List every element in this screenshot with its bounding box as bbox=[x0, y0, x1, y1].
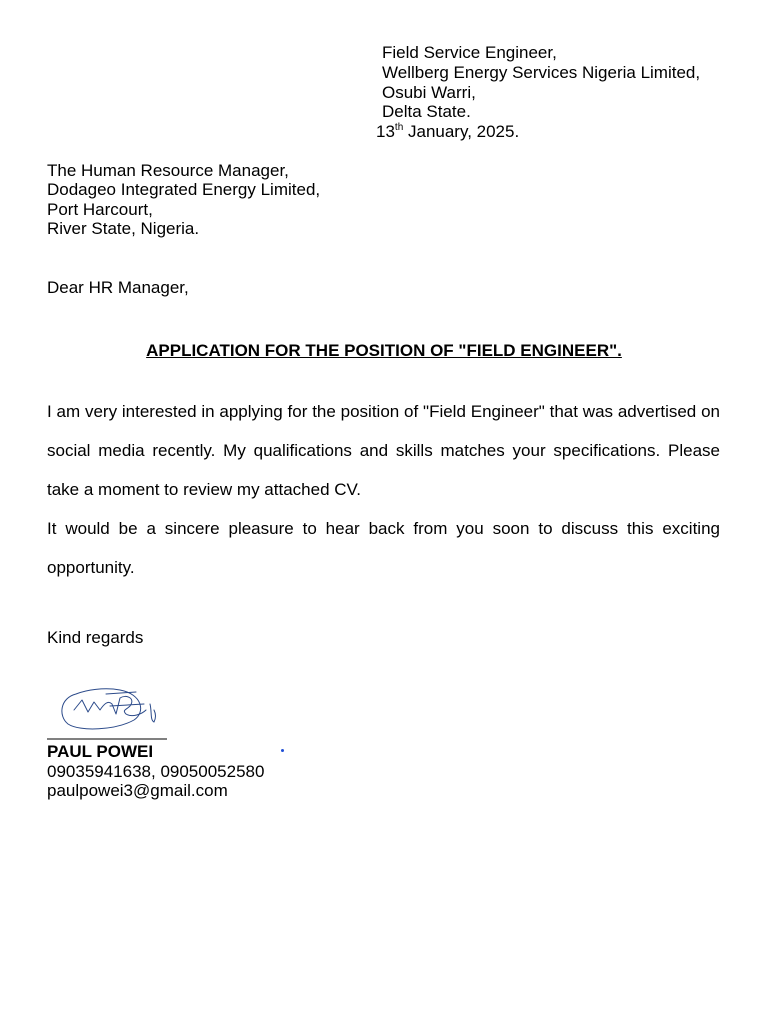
body-paragraph-2: It would be a sincere pleasure to hear back from you soon to discuss this exciting opportunity. bbox=[47, 519, 720, 577]
sender-title: Field Service Engineer, bbox=[382, 43, 557, 62]
recipient-line-3: Port Harcourt, bbox=[47, 200, 153, 219]
closing: Kind regards bbox=[47, 628, 144, 647]
signatory-email: paulpowei3@gmail.com bbox=[47, 781, 228, 800]
sender-company: Wellberg Energy Services Nigeria Limited, bbox=[382, 63, 701, 82]
signature-tail bbox=[150, 704, 156, 722]
recipient-line-4: River State, Nigeria. bbox=[47, 219, 200, 238]
recipient-line-2: Dodageo Integrated Energy Limited, bbox=[47, 180, 321, 199]
recipient-line-1: The Human Resource Manager, bbox=[47, 161, 289, 180]
body-paragraph-1: I am very interested in applying for the position of "Field Engineer" that was advertised on social media recently. My qualifications and skills matches your specifications. Please take a moment to review my attached CV. bbox=[47, 402, 720, 499]
subject-heading: APPLICATION FOR THE POSITION OF "FIELD ENGINEER". bbox=[146, 341, 622, 360]
letter-date bbox=[376, 122, 519, 145]
signatory-phones: 09035941638, 09050052580 bbox=[47, 762, 265, 781]
ink-dot bbox=[281, 749, 284, 752]
handwritten-signature bbox=[46, 680, 171, 742]
salutation: Dear HR Manager, bbox=[47, 278, 189, 297]
date-day: 13 bbox=[376, 122, 395, 141]
date-rest: January, 2025. bbox=[403, 122, 520, 141]
sender-state: Delta State. bbox=[382, 102, 471, 121]
signature-strokes bbox=[62, 689, 156, 729]
sender-city: Osubi Warri, bbox=[382, 83, 476, 102]
signatory-name: PAUL POWEI bbox=[47, 742, 154, 761]
date-suffix: th bbox=[394, 122, 404, 133]
